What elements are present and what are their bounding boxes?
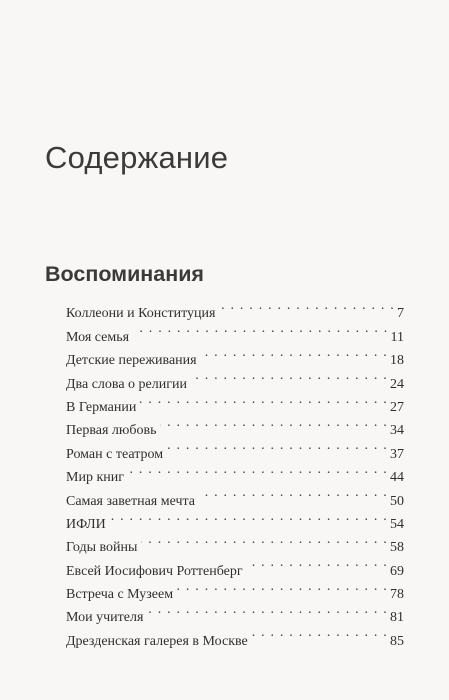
dot-leader: [110, 505, 388, 528]
dot-leader: [128, 458, 388, 481]
dot-leader: [160, 411, 388, 434]
dot-leader: [201, 341, 388, 364]
page-heading: Содержание: [45, 140, 229, 175]
toc-entry-title: В Германии: [66, 399, 137, 415]
toc-entry-page: 18: [390, 353, 404, 369]
toc-entry-page: 85: [390, 633, 404, 649]
toc-entry-page: 54: [390, 516, 404, 532]
toc-entry-page: 81: [390, 610, 404, 626]
toc-entry-title: Евсей Иосифович Роттенберг: [66, 563, 243, 579]
toc-entry-page: 7: [397, 306, 404, 322]
dot-leader: [219, 294, 395, 317]
toc-entry-page: 50: [390, 493, 404, 509]
toc-entry-title: Мир книг: [66, 470, 124, 486]
toc-entry-title: ИФЛИ: [66, 516, 106, 532]
toc-list: [66, 294, 404, 649]
dot-leader: [191, 364, 388, 387]
toc-entry-title: Детские переживания: [66, 353, 197, 369]
dot-leader: [140, 388, 388, 411]
toc-entry-page: 34: [390, 423, 404, 439]
dot-leader: [252, 621, 388, 644]
toc-entry-page: 69: [390, 563, 404, 579]
dot-leader: [147, 598, 388, 621]
dot-leader: [199, 481, 388, 504]
toc-entry-title: Годы войны: [66, 540, 138, 556]
toc-entry-title: Моя семья: [66, 329, 130, 345]
toc-entry-page: 11: [390, 329, 404, 345]
toc-entry: [66, 505, 404, 532]
dot-leader: [167, 434, 388, 457]
toc-entry-page: 78: [390, 587, 404, 603]
toc-entry-page: 44: [390, 470, 404, 486]
toc-entry-title: Роман с театром: [66, 446, 164, 462]
toc-entry-title: Первая любовь: [66, 423, 157, 439]
toc-entry-title: Коллеони и Конституция: [66, 306, 216, 322]
toc-entry-page: 27: [390, 399, 404, 415]
toc-entry-title: Встреча с Музеем: [66, 587, 174, 603]
section-title: Воспоминания: [45, 262, 204, 286]
dot-leader: [133, 317, 388, 340]
toc-entry-page: 37: [390, 446, 404, 462]
dot-leader: [141, 528, 388, 551]
toc-entry-title: Мои учителя: [66, 610, 144, 626]
dot-leader: [247, 551, 388, 574]
toc-entry-page: 58: [390, 540, 404, 556]
toc-entry-title: Два слова о религии: [66, 376, 187, 392]
toc-entry: [66, 294, 404, 322]
toc-entry-title: Дрезденская галерея в Москве: [66, 633, 248, 649]
toc-entry: [66, 528, 404, 556]
toc-entry-page: 24: [390, 376, 404, 392]
toc-entry-title: Самая заветная мечта: [66, 493, 195, 509]
dot-leader: [177, 575, 388, 598]
